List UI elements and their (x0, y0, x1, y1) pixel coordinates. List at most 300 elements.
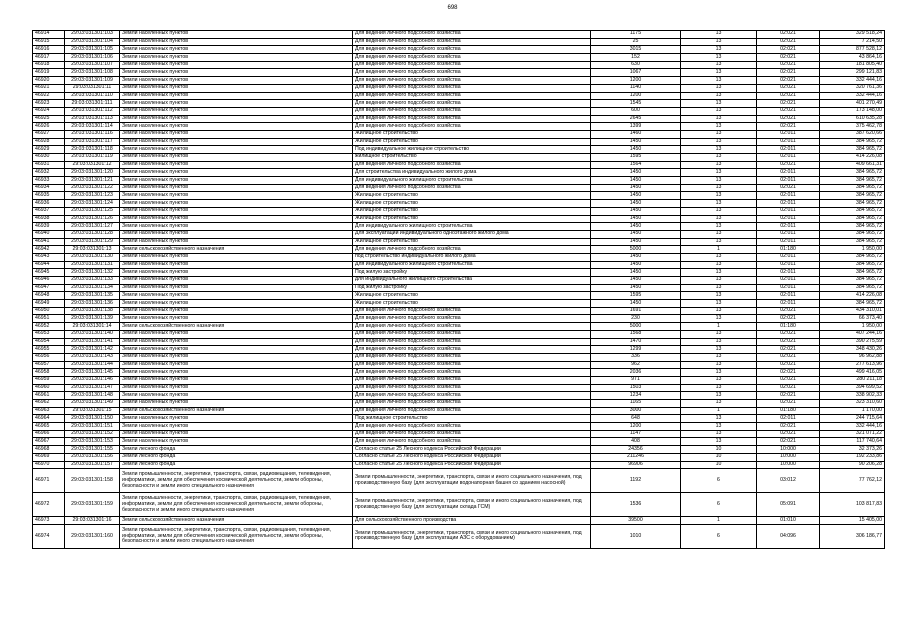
permitted-use-cell: Для ведения личного подсобного хозяйства (353, 92, 591, 100)
land-category-cell: Земли населенных пунктов (120, 215, 353, 223)
cadastral-number-cell: 29:03:031301:131 (65, 261, 120, 269)
cadastral-value-cell: 401 270,49 (820, 100, 885, 108)
row-number-cell: 46915 (33, 38, 65, 46)
permitted-use-cell: Согласно статье 25 Лесного кодекса Российской Федерации (353, 453, 591, 461)
area-cell: 1450 (591, 146, 681, 154)
table-row (33, 253, 885, 261)
area-cell: 24356 (591, 446, 681, 454)
code-cell: 02:011 (757, 277, 820, 285)
land-category-cell: Земли лесного фонда (120, 461, 353, 469)
cadastral-number-cell: 29:03:031301:121 (65, 177, 120, 185)
table-row (33, 61, 885, 69)
area-cell: 1450 (591, 138, 681, 146)
row-number-cell: 46931 (33, 161, 65, 169)
group-cell: 1 (681, 517, 757, 525)
cadastral-number-cell: 29:03:031301:13 (65, 246, 120, 254)
land-category-cell: Земли сельскохозяйственного назначения (120, 246, 353, 254)
code-cell: 02:011 (757, 261, 820, 269)
row-number-cell: 46921 (33, 84, 65, 92)
table-row (33, 461, 885, 469)
table-row (33, 92, 885, 100)
table-row (33, 469, 885, 493)
table-row (33, 338, 885, 346)
table-row (33, 54, 885, 62)
code-cell: 02:011 (757, 269, 820, 277)
area-cell: 1450 (591, 207, 681, 215)
area-cell: 1691 (591, 307, 681, 315)
group-cell: 13 (681, 177, 757, 185)
cadastral-number-cell: 29:03:031301:123 (65, 192, 120, 200)
group-cell: 1 (681, 407, 757, 415)
row-number-cell: 46927 (33, 130, 65, 138)
area-cell: 5000 (591, 246, 681, 254)
group-cell: 13 (681, 284, 757, 292)
area-cell: 1536 (591, 493, 681, 517)
table-row (33, 100, 885, 108)
permitted-use-cell: Для ведения личного подсобного хозяйства (353, 376, 591, 384)
table-row (33, 123, 885, 131)
code-cell: 02:011 (757, 138, 820, 146)
group-cell: 13 (681, 169, 757, 177)
code-cell: 02:021 (757, 430, 820, 438)
area-cell: 1595 (591, 154, 681, 162)
land-category-cell: Земли лесного фонда (120, 446, 353, 454)
group-cell: 13 (681, 269, 757, 277)
cadastral-value-cell: 332 444,16 (820, 423, 885, 431)
table-row (33, 392, 885, 400)
cadastral-number-cell: 29:03:031301:159 (65, 493, 120, 517)
code-cell: 02:011 (757, 223, 820, 231)
area-cell: 1595 (591, 292, 681, 300)
group-cell: 13 (681, 107, 757, 115)
group-cell: 13 (681, 238, 757, 246)
cadastral-value-cell: 306 186,77 (820, 524, 885, 548)
land-category-cell: Земли населенных пунктов (120, 430, 353, 438)
cadastral-number-cell: 29:03:031301:142 (65, 346, 120, 354)
cadastral-number-cell: 29:03:031301:133 (65, 277, 120, 285)
group-cell: 13 (681, 54, 757, 62)
land-category-cell: Земли населенных пунктов (120, 253, 353, 261)
row-number-cell: 46933 (33, 177, 65, 185)
permitted-use-cell: Жилищное строительство (353, 300, 591, 308)
area-cell: 336 (591, 353, 681, 361)
land-category-cell: Земли населенных пунктов (120, 184, 353, 192)
land-category-cell: Земли населенных пунктов (120, 207, 353, 215)
cadastral-value-cell: 384 965,72 (820, 200, 885, 208)
group-cell: 13 (681, 392, 757, 400)
area-cell: 3000 (591, 407, 681, 415)
table-row (33, 353, 885, 361)
cadastral-value-cell: 384 965,72 (820, 138, 885, 146)
land-category-cell: Земли населенных пунктов (120, 353, 353, 361)
group-cell: 13 (681, 200, 757, 208)
group-cell: 13 (681, 146, 757, 154)
area-cell: 1450 (591, 177, 681, 185)
area-cell: 1192 (591, 469, 681, 493)
row-number-cell: 46963 (33, 407, 65, 415)
area-cell: 2645 (591, 115, 681, 123)
permitted-use-cell: Жилищное строительство (353, 130, 591, 138)
group-cell: 13 (681, 369, 757, 377)
land-category-cell: Земли населенных пунктов (120, 238, 353, 246)
cadastral-number-cell: 29:03:031301:141 (65, 338, 120, 346)
cadastral-value-cell: 117 740,64 (820, 438, 885, 446)
row-number-cell: 46936 (33, 200, 65, 208)
group-cell: 13 (681, 423, 757, 431)
group-cell: 13 (681, 92, 757, 100)
table-row (33, 415, 885, 423)
land-category-cell: Земли сельскохозяйственного назначения (120, 323, 353, 331)
land-category-cell: Земли населенных пунктов (120, 169, 353, 177)
group-cell: 13 (681, 338, 757, 346)
cadastral-value-cell: 280 211,18 (820, 376, 885, 384)
table-row (33, 400, 885, 408)
cadastral-value-cell: 321 071,22 (820, 430, 885, 438)
land-category-cell: Земли населенных пунктов (120, 100, 353, 108)
code-cell: 01:180 (757, 407, 820, 415)
cadastral-number-cell: 29:03:031301:136 (65, 300, 120, 308)
cadastral-value-cell: 384 965,72 (820, 261, 885, 269)
cadastral-value-cell: 384 965,72 (820, 223, 885, 231)
cadastral-value-cell: 96 962,88 (820, 353, 885, 361)
group-cell: 13 (681, 300, 757, 308)
group-cell: 13 (681, 154, 757, 162)
group-cell: 13 (681, 192, 757, 200)
permitted-use-cell: Для ведения личного подсобного хозяйства (353, 46, 591, 54)
code-cell: 10:000 (757, 453, 820, 461)
land-category-cell: Земли населенных пунктов (120, 177, 353, 185)
area-cell: 1450 (591, 169, 681, 177)
cadastral-value-cell: 384 965,72 (820, 230, 885, 238)
code-cell: 02:011 (757, 284, 820, 292)
permitted-use-cell: Для индивидуального жилищного строительства (353, 223, 591, 231)
table-row (33, 46, 885, 54)
area-cell: 1460 (591, 130, 681, 138)
permitted-use-cell: Для ведения личного подсобного хозяйства (353, 438, 591, 446)
table-row (33, 223, 885, 231)
area-cell: 1450 (591, 238, 681, 246)
group-cell: 13 (681, 330, 757, 338)
code-cell: 02:021 (757, 61, 820, 69)
row-number-cell: 46951 (33, 315, 65, 323)
permitted-use-cell: Для эксплуатации индивидуального одноэтажного жилого дома (353, 230, 591, 238)
area-cell: 25 (591, 38, 681, 46)
code-cell: 02:011 (757, 177, 820, 185)
table-row (33, 453, 885, 461)
table-row (33, 307, 885, 315)
area-cell: 630 (591, 61, 681, 69)
permitted-use-cell: Земли промышленности, энергетики, транспорта, связи и иного социального назначения, под производственную базу (для эксплуатации склада ГСМ) (353, 493, 591, 517)
table-row (33, 517, 885, 525)
group-cell: 13 (681, 315, 757, 323)
area-cell: 962 (591, 361, 681, 369)
land-category-cell: Земли сельскохозяйственного назначения (120, 407, 353, 415)
permitted-use-cell: Для ведения личного подсобного хозяйства (353, 407, 591, 415)
land-category-cell: Земли населенных пунктов (120, 54, 353, 62)
land-category-cell: Земли населенных пунктов (120, 161, 353, 169)
row-number-cell: 46947 (33, 284, 65, 292)
land-category-cell: Земли населенных пунктов (120, 338, 353, 346)
table-row (33, 184, 885, 192)
table-row (33, 269, 885, 277)
area-cell: 211246 (591, 453, 681, 461)
row-number-cell: 46914 (33, 31, 65, 39)
area-cell: 230 (591, 315, 681, 323)
code-cell: 02:011 (757, 300, 820, 308)
code-cell: 02:021 (757, 438, 820, 446)
row-number-cell: 46961 (33, 392, 65, 400)
row-number-cell: 46964 (33, 415, 65, 423)
permitted-use-cell: Жилищное строительство (353, 207, 591, 215)
row-number-cell: 46953 (33, 330, 65, 338)
group-cell: 13 (681, 123, 757, 131)
permitted-use-cell: Жилищное строительство (353, 138, 591, 146)
group-cell: 13 (681, 292, 757, 300)
code-cell: 05:091 (757, 493, 820, 517)
land-category-cell: Земли населенных пунктов (120, 69, 353, 77)
permitted-use-cell: Для ведения личного подсобного хозяйства (353, 369, 591, 377)
cadastral-value-cell: 244 715,64 (820, 415, 885, 423)
table-row (33, 200, 885, 208)
area-cell: 1299 (591, 346, 681, 354)
code-cell: 02:021 (757, 307, 820, 315)
cadastral-number-cell: 29:03:031301:144 (65, 361, 120, 369)
area-cell: 1010 (591, 524, 681, 548)
code-cell: 02:021 (757, 84, 820, 92)
cadastral-number-cell: 29:03:031301:160 (65, 524, 120, 548)
cadastral-number-cell: 29:03:031301:149 (65, 400, 120, 408)
area-cell: 1140 (591, 84, 681, 92)
cadastral-number-cell: 29:03:031301:107 (65, 61, 120, 69)
group-cell: 10 (681, 453, 757, 461)
row-number-cell: 46919 (33, 69, 65, 77)
land-category-cell: Земли населенных пунктов (120, 84, 353, 92)
cadastral-value-cell: 384 965,72 (820, 192, 885, 200)
area-cell: 1450 (591, 192, 681, 200)
group-cell: 13 (681, 215, 757, 223)
land-category-cell: Земли промышленности, энергетики, транспорта, связи, радиовещания, телевидения, информатики, земли для обеспечения космической деятельности, земли обороны, безопасности и земли иного специального назначения (120, 469, 353, 493)
area-cell: 1067 (591, 69, 681, 77)
code-cell: 01:180 (757, 323, 820, 331)
permitted-use-cell: Для ведения личного подсобного хозяйства (353, 315, 591, 323)
cadastral-number-cell: 29:03:031301:139 (65, 315, 120, 323)
code-cell: 02:021 (757, 346, 820, 354)
table-row (33, 38, 885, 46)
cadastral-value-cell: 173 148,00 (820, 107, 885, 115)
table-row (33, 161, 885, 169)
cadastral-number-cell: 29:03:031301:105 (65, 46, 120, 54)
row-number-cell: 46969 (33, 453, 65, 461)
cadastral-number-cell: 29:03:031301:148 (65, 392, 120, 400)
cadastral-value-cell: 338 902,33 (820, 392, 885, 400)
permitted-use-cell: Для ведения личного подсобного хозяйства (353, 338, 591, 346)
row-number-cell: 46932 (33, 169, 65, 177)
table-row (33, 192, 885, 200)
code-cell: 02:021 (757, 115, 820, 123)
cadastral-value-cell: 407 244,16 (820, 330, 885, 338)
row-number-cell: 46928 (33, 138, 65, 146)
cadastral-number-cell: 29:03:031301:104 (65, 38, 120, 46)
row-number-cell: 46926 (33, 123, 65, 131)
land-category-cell: Земли промышленности, энергетики, транспорта, связи, радиовещания, телевидения, информатики, земли для обеспечения космической деятельности, земли обороны, безопасности и земли иного специального назначения (120, 524, 353, 548)
row-number-cell: 46925 (33, 115, 65, 123)
code-cell: 03:012 (757, 469, 820, 493)
land-category-cell: Земли населенных пунктов (120, 115, 353, 123)
cadastral-number-cell: 29:03:031301:145 (65, 369, 120, 377)
permitted-use-cell: Для ведения личного подсобного хозяйства (353, 77, 591, 85)
row-number-cell: 46935 (33, 192, 65, 200)
group-cell: 13 (681, 84, 757, 92)
group-cell: 13 (681, 207, 757, 215)
cadastral-value-cell: 384 965,72 (820, 300, 885, 308)
row-number-cell: 46939 (33, 223, 65, 231)
table-row (33, 438, 885, 446)
area-cell: 1450 (591, 253, 681, 261)
code-cell: 02:021 (757, 369, 820, 377)
code-cell: 02:021 (757, 69, 820, 77)
row-number-cell: 46952 (33, 323, 65, 331)
table-row (33, 246, 885, 254)
area-cell: 152 (591, 54, 681, 62)
group-cell: 6 (681, 524, 757, 548)
code-cell: 02:011 (757, 192, 820, 200)
table-row (33, 524, 885, 548)
area-cell: 971 (591, 376, 681, 384)
cadastral-value-cell: 384 965,72 (820, 284, 885, 292)
permitted-use-cell: Для ведения личного подсобного хозяйства (353, 361, 591, 369)
code-cell: 02:011 (757, 146, 820, 154)
group-cell: 13 (681, 61, 757, 69)
table-row (33, 238, 885, 246)
cadastral-value-cell: 387 620,66 (820, 130, 885, 138)
cadastral-value-cell: 32 373,26 (820, 446, 885, 454)
table-row (33, 169, 885, 177)
row-number-cell: 46954 (33, 338, 65, 346)
row-number-cell: 46949 (33, 300, 65, 308)
group-cell: 13 (681, 161, 757, 169)
land-category-cell: Земли населенных пунктов (120, 369, 353, 377)
table-row (33, 107, 885, 115)
code-cell: 02:021 (757, 338, 820, 346)
row-number-cell: 46942 (33, 246, 65, 254)
cadastral-value-cell: 384 965,72 (820, 253, 885, 261)
permitted-use-cell: Для ведения личного подсобного хозяйства (353, 69, 591, 77)
group-cell: 13 (681, 77, 757, 85)
cadastral-value-cell: 877 528,12 (820, 46, 885, 54)
cadastral-number-cell: 29:03:031301:120 (65, 169, 120, 177)
cadastral-number-cell: 29:03:031301:16 (65, 517, 120, 525)
table-row (33, 138, 885, 146)
code-cell: 02:021 (757, 315, 820, 323)
cadastral-value-cell: 332 444,16 (820, 77, 885, 85)
area-cell: 1450 (591, 184, 681, 192)
land-category-cell: Земли населенных пунктов (120, 384, 353, 392)
area-cell: 1450 (591, 230, 681, 238)
land-category-cell: Земли промышленности, энергетики, транспорта, связи, радиовещания, телевидения, информатики, земли для обеспечения космической деятельности, земли обороны, безопасности и земли иного специального назначения (120, 493, 353, 517)
cadastral-number-cell: 29:03:031301:151 (65, 423, 120, 431)
table-row (33, 154, 885, 162)
code-cell: 02:021 (757, 376, 820, 384)
land-category-cell: Земли населенных пунктов (120, 361, 353, 369)
area-cell: 5000 (591, 323, 681, 331)
cadastral-value-cell: 384 965,72 (820, 169, 885, 177)
land-category-cell: Земли населенных пунктов (120, 154, 353, 162)
row-number-cell: 46959 (33, 376, 65, 384)
cadastral-value-cell: 610 635,28 (820, 115, 885, 123)
row-number-cell: 46937 (33, 207, 65, 215)
permitted-use-cell: Для ведения личного подсобного хозяйства (353, 31, 591, 39)
area-cell: 39500 (591, 517, 681, 525)
cadastral-number-cell: 29:03:031301:140 (65, 330, 120, 338)
cadastral-number-cell: 29:03:031301:106 (65, 54, 120, 62)
area-cell: 3015 (591, 46, 681, 54)
group-cell: 13 (681, 376, 757, 384)
row-number-cell: 46970 (33, 461, 65, 469)
permitted-use-cell: Для ведения личного подсобного хозяйства (353, 323, 591, 331)
group-cell: 10 (681, 446, 757, 454)
cadastral-number-cell: 29:03:031301:12 (65, 161, 120, 169)
table-row (33, 146, 885, 154)
group-cell: 13 (681, 223, 757, 231)
table-row (33, 277, 885, 285)
cadastral-number-cell: 29:03:031301:127 (65, 223, 120, 231)
land-category-cell: Земли населенных пунктов (120, 423, 353, 431)
table-row (33, 330, 885, 338)
table-body (33, 31, 885, 549)
row-number-cell: 46974 (33, 524, 65, 548)
permitted-use-cell: Для ведения личного подсобного хозяйства (353, 392, 591, 400)
permitted-use-cell: Согласно статье 25 Лесного кодекса Российской Федерации (353, 461, 591, 469)
row-number-cell: 46929 (33, 146, 65, 154)
row-number-cell: 46960 (33, 384, 65, 392)
table-row (33, 430, 885, 438)
group-cell: 13 (681, 415, 757, 423)
cadastral-value-cell: 384 965,72 (820, 184, 885, 192)
land-category-cell: Земли населенных пунктов (120, 31, 353, 39)
code-cell: 10:000 (757, 446, 820, 454)
area-cell: 1568 (591, 330, 681, 338)
land-category-cell: Земли населенных пунктов (120, 346, 353, 354)
group-cell: 6 (681, 469, 757, 493)
cadastral-number-cell: 29:03:031301:157 (65, 461, 120, 469)
permitted-use-cell: Для ведения личного подсобного хозяйства (353, 184, 591, 192)
land-category-cell: Земли населенных пунктов (120, 46, 353, 54)
permitted-use-cell: Для ведения личного подсобного хозяйства (353, 107, 591, 115)
code-cell: 02:021 (757, 107, 820, 115)
row-number-cell: 46966 (33, 430, 65, 438)
land-category-cell: Земли населенных пунктов (120, 284, 353, 292)
cadastral-number-cell: 29:03:031301:150 (65, 415, 120, 423)
row-number-cell: 46924 (33, 107, 65, 115)
code-cell: 02:011 (757, 230, 820, 238)
group-cell: 13 (681, 253, 757, 261)
land-category-cell: Земли населенных пунктов (120, 77, 353, 85)
code-cell: 02:021 (757, 100, 820, 108)
land-category-cell: Земли лесного фонда (120, 453, 353, 461)
land-category-cell: Земли населенных пунктов (120, 307, 353, 315)
area-cell: 96906 (591, 461, 681, 469)
code-cell: 02:021 (757, 31, 820, 39)
cadastral-value-cell: 384 965,72 (820, 238, 885, 246)
group-cell: 13 (681, 69, 757, 77)
land-category-cell: Земли населенных пунктов (120, 230, 353, 238)
cadastral-value-cell: 375 462,78 (820, 123, 885, 131)
permitted-use-cell: Для сельскохозяйственного производства (353, 517, 591, 525)
code-cell: 10:000 (757, 461, 820, 469)
permitted-use-cell: Для строительства индивидуального жилого дома (353, 169, 591, 177)
permitted-use-cell: Для ведения личного подсобного хозяйства (353, 400, 591, 408)
cadastral-number-cell: 29:03:031301:125 (65, 207, 120, 215)
